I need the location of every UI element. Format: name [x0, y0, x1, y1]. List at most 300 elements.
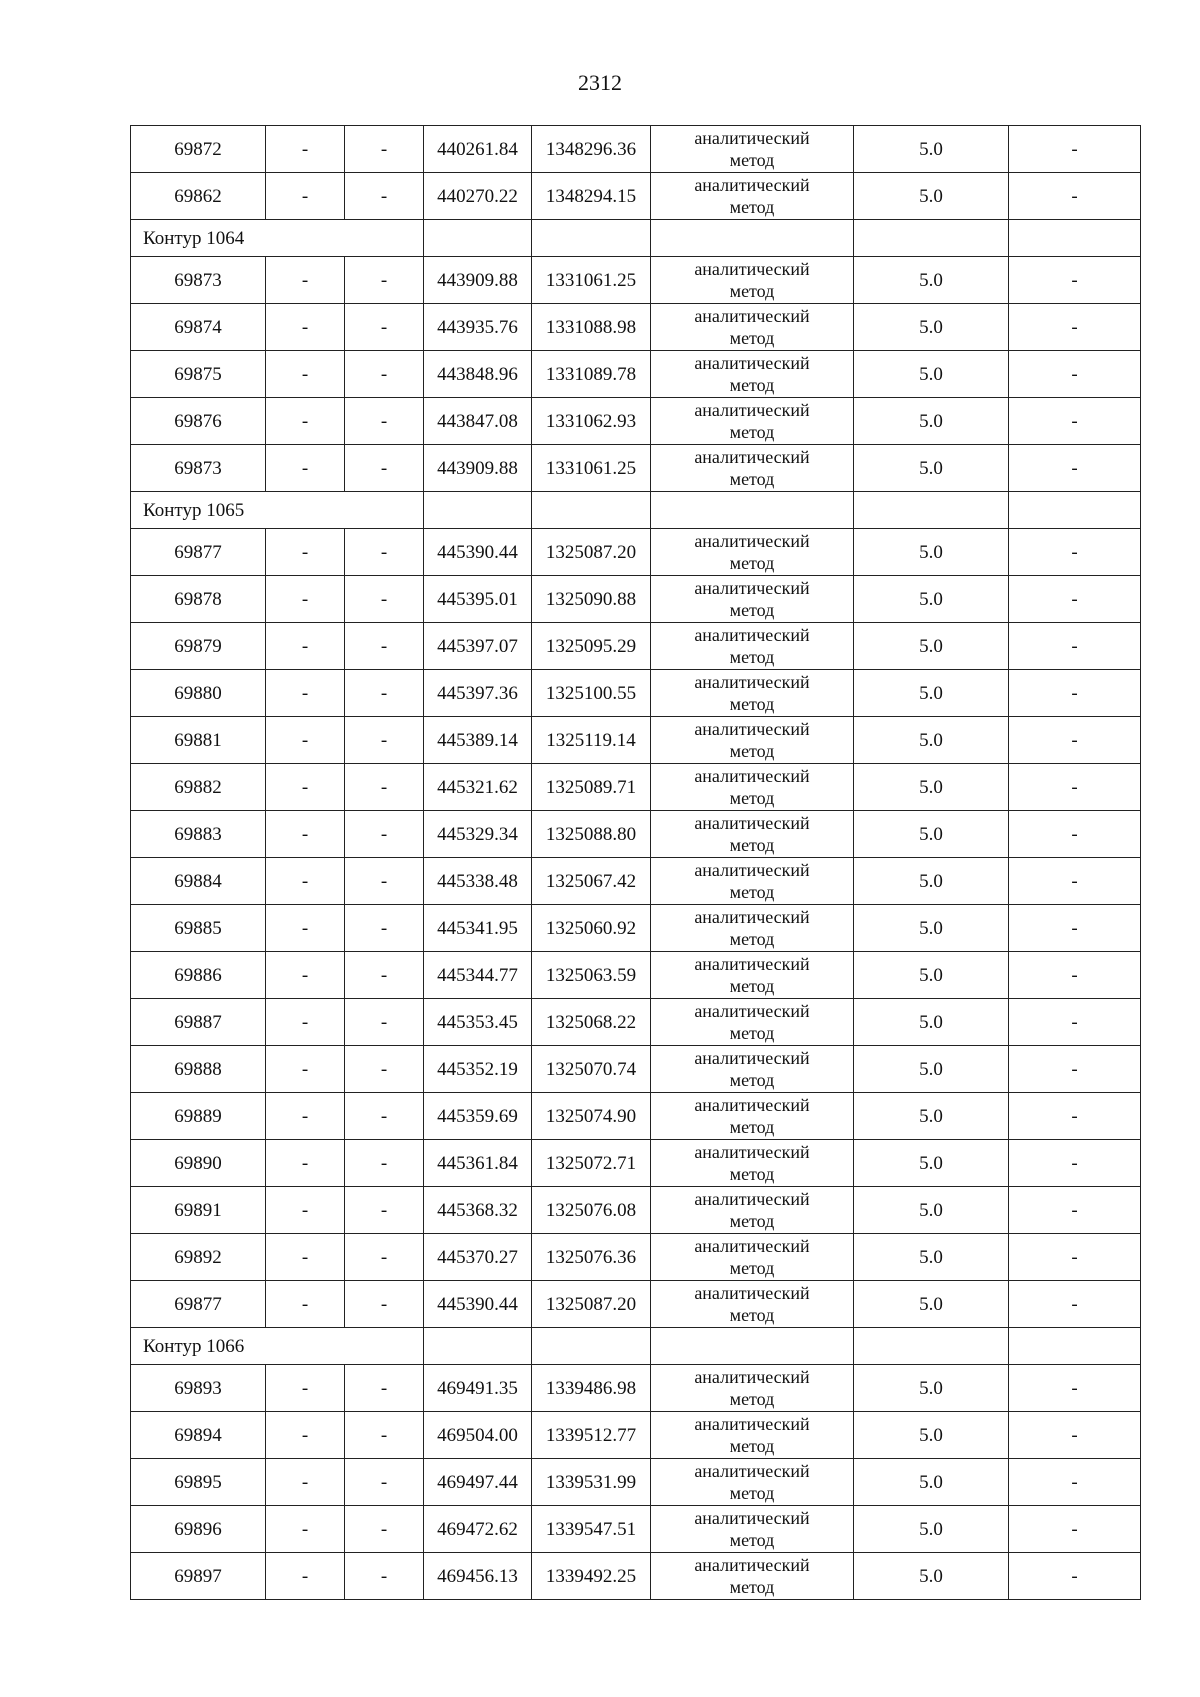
dash-cell: -: [266, 670, 345, 717]
method-line-1: аналитический: [694, 813, 810, 833]
dash-cell: -: [345, 623, 424, 670]
dash-cell: -: [345, 398, 424, 445]
dash-cell: -: [345, 1046, 424, 1093]
y-coordinate-cell: 1325076.36: [532, 1234, 651, 1281]
method-cell: [651, 623, 854, 670]
dash-cell: -: [266, 1281, 345, 1328]
y-coordinate-cell: 1325074.90: [532, 1093, 651, 1140]
dash-cell: -: [266, 905, 345, 952]
dash-cell: -: [266, 529, 345, 576]
dash-cell: -: [1009, 1046, 1141, 1093]
dash-cell: -: [345, 351, 424, 398]
accuracy-cell: 5.0: [854, 1459, 1009, 1506]
point-id-cell: 69877: [131, 529, 266, 576]
dash-cell: -: [1009, 1281, 1141, 1328]
method-line-1: аналитический: [694, 907, 810, 927]
point-id-cell: 69880: [131, 670, 266, 717]
point-id-cell: 69894: [131, 1412, 266, 1459]
accuracy-cell: 5.0: [854, 858, 1009, 905]
table-row: [131, 1553, 1141, 1600]
x-coordinate-cell: 445338.48: [424, 858, 532, 905]
dash-cell: -: [266, 623, 345, 670]
y-coordinate-cell: 1331061.25: [532, 445, 651, 492]
x-coordinate-cell: 445344.77: [424, 952, 532, 999]
accuracy-cell: 5.0: [854, 717, 1009, 764]
table-row: [131, 1187, 1141, 1234]
empty-cell: [854, 1328, 1009, 1365]
method-cell: [651, 1046, 854, 1093]
dash-cell: -: [1009, 1093, 1141, 1140]
accuracy-cell: 5.0: [854, 1553, 1009, 1600]
method-line-2: метод: [729, 150, 775, 170]
method-line-1: аналитический: [694, 1142, 810, 1162]
dash-cell: -: [266, 764, 345, 811]
dash-cell: -: [1009, 905, 1141, 952]
method-cell: [651, 952, 854, 999]
x-coordinate-cell: 469456.13: [424, 1553, 532, 1600]
point-id-cell: 69887: [131, 999, 266, 1046]
x-coordinate-cell: 445352.19: [424, 1046, 532, 1093]
empty-cell: [424, 220, 532, 257]
empty-cell: [1009, 492, 1141, 529]
dash-cell: -: [345, 1506, 424, 1553]
method-line-1: аналитический: [694, 672, 810, 692]
method-cell: [651, 173, 854, 220]
table-row: [131, 445, 1141, 492]
dash-cell: -: [266, 1506, 345, 1553]
dash-cell: -: [345, 764, 424, 811]
point-id-cell: 69891: [131, 1187, 266, 1234]
method-cell: [651, 304, 854, 351]
x-coordinate-cell: 469472.62: [424, 1506, 532, 1553]
table-row: [131, 1459, 1141, 1506]
table-row: [131, 905, 1141, 952]
accuracy-cell: 5.0: [854, 1187, 1009, 1234]
method-cell: [651, 1506, 854, 1553]
method-line-1: аналитический: [694, 578, 810, 598]
dash-cell: -: [1009, 811, 1141, 858]
accuracy-cell: 5.0: [854, 126, 1009, 173]
point-id-cell: 69890: [131, 1140, 266, 1187]
dash-cell: -: [1009, 999, 1141, 1046]
method-cell: [651, 529, 854, 576]
dash-cell: -: [266, 173, 345, 220]
method-cell: [651, 811, 854, 858]
dash-cell: -: [1009, 1459, 1141, 1506]
method-line-1: аналитический: [694, 259, 810, 279]
y-coordinate-cell: 1325067.42: [532, 858, 651, 905]
y-coordinate-cell: 1348294.15: [532, 173, 651, 220]
method-line-1: аналитический: [694, 719, 810, 739]
point-id-cell: 69874: [131, 304, 266, 351]
dash-cell: -: [1009, 398, 1141, 445]
point-id-cell: 69896: [131, 1506, 266, 1553]
table-row: [131, 999, 1141, 1046]
dash-cell: -: [345, 1281, 424, 1328]
method-line-1: аналитический: [694, 860, 810, 880]
method-line-1: аналитический: [694, 1367, 810, 1387]
dash-cell: -: [345, 445, 424, 492]
accuracy-cell: 5.0: [854, 257, 1009, 304]
method-line-2: метод: [729, 1483, 775, 1503]
method-line-1: аналитический: [694, 625, 810, 645]
dash-cell: -: [345, 858, 424, 905]
dash-cell: -: [266, 999, 345, 1046]
method-line-2: метод: [729, 835, 775, 855]
method-line-1: аналитический: [694, 1236, 810, 1256]
method-line-2: метод: [729, 1164, 775, 1184]
page-number: 2312: [578, 70, 622, 95]
table-row: [131, 670, 1141, 717]
method-cell: [651, 1553, 854, 1600]
dash-cell: -: [345, 529, 424, 576]
method-line-1: аналитический: [694, 1189, 810, 1209]
point-id-cell: 69892: [131, 1234, 266, 1281]
empty-cell: [651, 492, 854, 529]
point-id-cell: 69895: [131, 1459, 266, 1506]
method-line-2: метод: [729, 694, 775, 714]
dash-cell: -: [266, 1412, 345, 1459]
method-line-1: аналитический: [694, 306, 810, 326]
table-row: [131, 576, 1141, 623]
dash-cell: -: [266, 1046, 345, 1093]
dash-cell: -: [1009, 623, 1141, 670]
method-line-2: метод: [729, 1023, 775, 1043]
accuracy-cell: 5.0: [854, 576, 1009, 623]
x-coordinate-cell: 443935.76: [424, 304, 532, 351]
accuracy-cell: 5.0: [854, 1365, 1009, 1412]
dash-cell: -: [1009, 764, 1141, 811]
dash-cell: -: [345, 576, 424, 623]
x-coordinate-cell: 443909.88: [424, 445, 532, 492]
x-coordinate-cell: 469491.35: [424, 1365, 532, 1412]
dash-cell: -: [266, 952, 345, 999]
dash-cell: -: [345, 811, 424, 858]
contour-label: Контур 1066: [131, 1328, 424, 1365]
point-id-cell: 69888: [131, 1046, 266, 1093]
x-coordinate-cell: 445368.32: [424, 1187, 532, 1234]
empty-cell: [1009, 1328, 1141, 1365]
method-line-2: метод: [729, 1577, 775, 1597]
table-row: [131, 257, 1141, 304]
x-coordinate-cell: 445390.44: [424, 529, 532, 576]
point-id-cell: 69877: [131, 1281, 266, 1328]
x-coordinate-cell: 445397.36: [424, 670, 532, 717]
table-row: [131, 764, 1141, 811]
method-line-2: метод: [729, 1436, 775, 1456]
dash-cell: -: [345, 1187, 424, 1234]
x-coordinate-cell: 443847.08: [424, 398, 532, 445]
dash-cell: -: [345, 999, 424, 1046]
accuracy-cell: 5.0: [854, 999, 1009, 1046]
point-id-cell: 69881: [131, 717, 266, 764]
dash-cell: -: [1009, 351, 1141, 398]
method-cell: [651, 126, 854, 173]
method-cell: [651, 398, 854, 445]
accuracy-cell: 5.0: [854, 905, 1009, 952]
accuracy-cell: 5.0: [854, 1093, 1009, 1140]
x-coordinate-cell: 445353.45: [424, 999, 532, 1046]
method-cell: [651, 351, 854, 398]
method-line-2: метод: [729, 741, 775, 761]
dash-cell: -: [345, 304, 424, 351]
dash-cell: -: [266, 1365, 345, 1412]
method-line-2: метод: [729, 882, 775, 902]
table-row: [131, 304, 1141, 351]
accuracy-cell: 5.0: [854, 764, 1009, 811]
dash-cell: -: [345, 1459, 424, 1506]
point-id-cell: 69876: [131, 398, 266, 445]
y-coordinate-cell: 1325100.55: [532, 670, 651, 717]
method-line-1: аналитический: [694, 1508, 810, 1528]
accuracy-cell: 5.0: [854, 1412, 1009, 1459]
table-row: [131, 623, 1141, 670]
empty-cell: [854, 220, 1009, 257]
dash-cell: -: [1009, 1187, 1141, 1234]
x-coordinate-cell: 445395.01: [424, 576, 532, 623]
point-id-cell: 69893: [131, 1365, 266, 1412]
dash-cell: -: [1009, 173, 1141, 220]
point-id-cell: 69885: [131, 905, 266, 952]
method-cell: [651, 670, 854, 717]
accuracy-cell: 5.0: [854, 623, 1009, 670]
empty-cell: [532, 492, 651, 529]
dash-cell: -: [1009, 1553, 1141, 1600]
dash-cell: -: [266, 257, 345, 304]
method-cell: [651, 576, 854, 623]
table-row: [131, 398, 1141, 445]
empty-cell: [532, 1328, 651, 1365]
point-id-cell: 69873: [131, 445, 266, 492]
x-coordinate-cell: 445321.62: [424, 764, 532, 811]
contour-header-row: [131, 1328, 1141, 1365]
y-coordinate-cell: 1331089.78: [532, 351, 651, 398]
method-line-2: метод: [729, 553, 775, 573]
dash-cell: -: [1009, 445, 1141, 492]
method-line-2: метод: [729, 197, 775, 217]
dash-cell: -: [345, 717, 424, 764]
y-coordinate-cell: 1325070.74: [532, 1046, 651, 1093]
table-row: [131, 1281, 1141, 1328]
accuracy-cell: 5.0: [854, 670, 1009, 717]
x-coordinate-cell: 469504.00: [424, 1412, 532, 1459]
table-row: [131, 1506, 1141, 1553]
method-line-1: аналитический: [694, 1095, 810, 1115]
point-id-cell: 69882: [131, 764, 266, 811]
y-coordinate-cell: 1339512.77: [532, 1412, 651, 1459]
dash-cell: -: [266, 126, 345, 173]
point-id-cell: 69884: [131, 858, 266, 905]
coordinates-table: [130, 125, 1141, 1600]
x-coordinate-cell: 445397.07: [424, 623, 532, 670]
method-line-1: аналитический: [694, 175, 810, 195]
dash-cell: -: [345, 1234, 424, 1281]
point-id-cell: 69897: [131, 1553, 266, 1600]
x-coordinate-cell: 445361.84: [424, 1140, 532, 1187]
dash-cell: -: [345, 1093, 424, 1140]
y-coordinate-cell: 1339531.99: [532, 1459, 651, 1506]
dash-cell: -: [1009, 304, 1141, 351]
y-coordinate-cell: 1339492.25: [532, 1553, 651, 1600]
table-row: [131, 1140, 1141, 1187]
method-cell: [651, 1281, 854, 1328]
accuracy-cell: 5.0: [854, 529, 1009, 576]
y-coordinate-cell: 1325090.88: [532, 576, 651, 623]
dash-cell: -: [345, 1412, 424, 1459]
method-line-1: аналитический: [694, 1048, 810, 1068]
dash-cell: -: [1009, 257, 1141, 304]
y-coordinate-cell: 1325060.92: [532, 905, 651, 952]
empty-cell: [651, 1328, 854, 1365]
dash-cell: -: [266, 1187, 345, 1234]
dash-cell: -: [1009, 576, 1141, 623]
dash-cell: -: [266, 398, 345, 445]
y-coordinate-cell: 1325095.29: [532, 623, 651, 670]
method-line-2: метод: [729, 1530, 775, 1550]
accuracy-cell: 5.0: [854, 173, 1009, 220]
method-line-1: аналитический: [694, 1001, 810, 1021]
dash-cell: -: [266, 717, 345, 764]
dash-cell: -: [266, 858, 345, 905]
method-line-1: аналитический: [694, 400, 810, 420]
x-coordinate-cell: 445329.34: [424, 811, 532, 858]
dash-cell: -: [1009, 717, 1141, 764]
x-coordinate-cell: 469497.44: [424, 1459, 532, 1506]
y-coordinate-cell: 1325076.08: [532, 1187, 651, 1234]
table-row: [131, 126, 1141, 173]
y-coordinate-cell: 1325087.20: [532, 1281, 651, 1328]
method-line-2: метод: [729, 600, 775, 620]
dash-cell: -: [1009, 1365, 1141, 1412]
method-cell: [651, 999, 854, 1046]
table-row: [131, 351, 1141, 398]
empty-cell: [424, 492, 532, 529]
method-cell: [651, 764, 854, 811]
method-line-1: аналитический: [694, 447, 810, 467]
dash-cell: -: [1009, 1140, 1141, 1187]
accuracy-cell: 5.0: [854, 1281, 1009, 1328]
dash-cell: -: [1009, 529, 1141, 576]
empty-cell: [651, 220, 854, 257]
method-line-2: метод: [729, 1389, 775, 1409]
dash-cell: -: [266, 445, 345, 492]
x-coordinate-cell: 443848.96: [424, 351, 532, 398]
point-id-cell: 69886: [131, 952, 266, 999]
dash-cell: -: [345, 952, 424, 999]
method-line-2: метод: [729, 1070, 775, 1090]
point-id-cell: 69878: [131, 576, 266, 623]
dash-cell: -: [266, 1234, 345, 1281]
method-line-1: аналитический: [694, 128, 810, 148]
method-line-2: метод: [729, 281, 775, 301]
x-coordinate-cell: 445390.44: [424, 1281, 532, 1328]
table-row: [131, 811, 1141, 858]
dash-cell: -: [1009, 1412, 1141, 1459]
method-line-2: метод: [729, 1305, 775, 1325]
contour-header-row: [131, 220, 1141, 257]
contour-label: Контур 1065: [131, 492, 424, 529]
point-id-cell: 69889: [131, 1093, 266, 1140]
method-line-1: аналитический: [694, 1555, 810, 1575]
y-coordinate-cell: 1325119.14: [532, 717, 651, 764]
accuracy-cell: 5.0: [854, 1234, 1009, 1281]
dash-cell: -: [266, 1093, 345, 1140]
method-line-2: метод: [729, 1258, 775, 1278]
method-cell: [651, 1412, 854, 1459]
method-line-2: метод: [729, 976, 775, 996]
y-coordinate-cell: 1325087.20: [532, 529, 651, 576]
method-line-2: метод: [729, 469, 775, 489]
point-id-cell: 69879: [131, 623, 266, 670]
y-coordinate-cell: 1325089.71: [532, 764, 651, 811]
x-coordinate-cell: 445359.69: [424, 1093, 532, 1140]
table-row: [131, 1412, 1141, 1459]
method-cell: [651, 1093, 854, 1140]
accuracy-cell: 5.0: [854, 1506, 1009, 1553]
dash-cell: -: [345, 1140, 424, 1187]
point-id-cell: 69875: [131, 351, 266, 398]
method-cell: [651, 1140, 854, 1187]
method-line-2: метод: [729, 328, 775, 348]
table-row: [131, 717, 1141, 764]
method-line-2: метод: [729, 1211, 775, 1231]
method-line-2: метод: [729, 788, 775, 808]
y-coordinate-cell: 1325068.22: [532, 999, 651, 1046]
method-cell: [651, 1187, 854, 1234]
dash-cell: -: [266, 1553, 345, 1600]
point-id-cell: 69862: [131, 173, 266, 220]
accuracy-cell: 5.0: [854, 351, 1009, 398]
contour-header-row: [131, 492, 1141, 529]
x-coordinate-cell: 445341.95: [424, 905, 532, 952]
method-line-2: метод: [729, 375, 775, 395]
dash-cell: -: [266, 304, 345, 351]
dash-cell: -: [266, 1140, 345, 1187]
x-coordinate-cell: 445389.14: [424, 717, 532, 764]
dash-cell: -: [1009, 1506, 1141, 1553]
dash-cell: -: [1009, 126, 1141, 173]
empty-cell: [532, 220, 651, 257]
dash-cell: -: [345, 173, 424, 220]
accuracy-cell: 5.0: [854, 811, 1009, 858]
point-id-cell: 69872: [131, 126, 266, 173]
y-coordinate-cell: 1339547.51: [532, 1506, 651, 1553]
accuracy-cell: 5.0: [854, 304, 1009, 351]
method-line-2: метод: [729, 929, 775, 949]
y-coordinate-cell: 1331062.93: [532, 398, 651, 445]
y-coordinate-cell: 1325063.59: [532, 952, 651, 999]
dash-cell: -: [266, 1459, 345, 1506]
y-coordinate-cell: 1325072.71: [532, 1140, 651, 1187]
x-coordinate-cell: 440261.84: [424, 126, 532, 173]
dash-cell: -: [345, 670, 424, 717]
accuracy-cell: 5.0: [854, 1140, 1009, 1187]
method-cell: [651, 717, 854, 764]
dash-cell: -: [345, 257, 424, 304]
dash-cell: -: [345, 1365, 424, 1412]
method-line-1: аналитический: [694, 1461, 810, 1481]
table-row: [131, 1093, 1141, 1140]
accuracy-cell: 5.0: [854, 445, 1009, 492]
table-row: [131, 1365, 1141, 1412]
y-coordinate-cell: 1331088.98: [532, 304, 651, 351]
method-line-1: аналитический: [694, 1283, 810, 1303]
x-coordinate-cell: 440270.22: [424, 173, 532, 220]
method-cell: [651, 1365, 854, 1412]
method-cell: [651, 445, 854, 492]
table-row: [131, 529, 1141, 576]
accuracy-cell: 5.0: [854, 952, 1009, 999]
